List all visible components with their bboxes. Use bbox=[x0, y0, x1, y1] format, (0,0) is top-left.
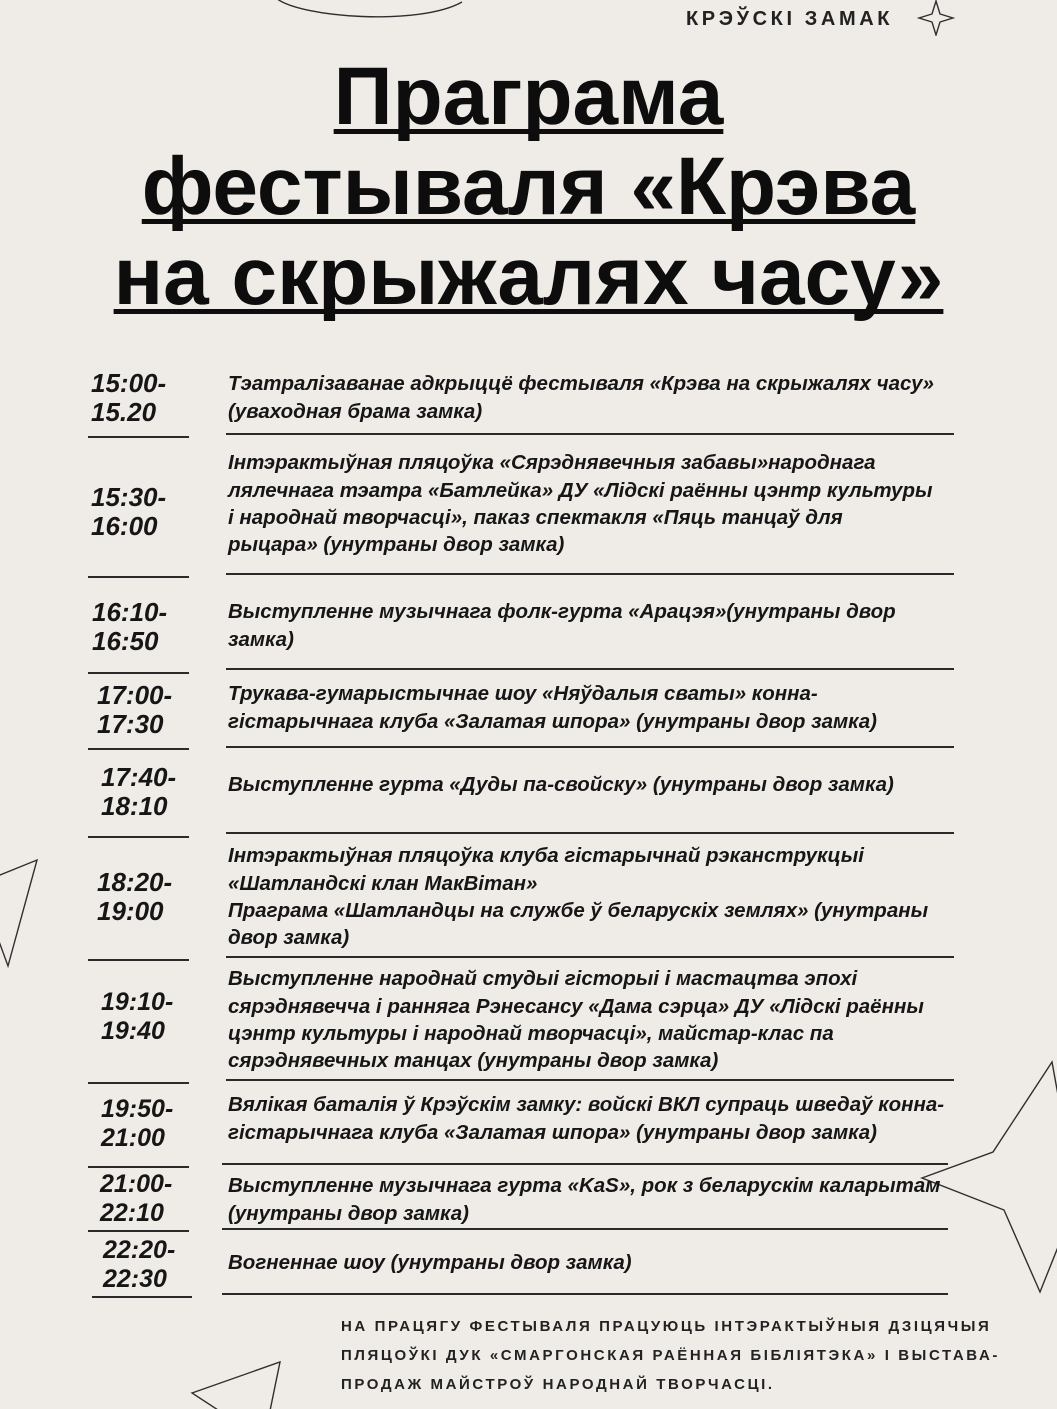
page-title bbox=[0, 52, 1057, 322]
description-divider bbox=[226, 956, 954, 958]
schedule-row bbox=[0, 963, 1057, 1084]
schedule-row bbox=[0, 1168, 1057, 1232]
time-range bbox=[101, 1095, 173, 1153]
description-line: Выступленне музычнага фолк-гурта «Арацэя»(унутраны двор bbox=[228, 600, 896, 624]
description-divider bbox=[222, 1293, 948, 1295]
description-divider bbox=[226, 1079, 954, 1081]
time-end: 21:00 bbox=[101, 1124, 165, 1152]
description-divider bbox=[226, 433, 954, 435]
description-line: Вялікая баталія ў Крэўскім замку: войскі ВКЛ супраць шведаў конна- bbox=[228, 1093, 945, 1117]
description-line: цэнтр культуры і народнай творчасці», майстар-клас па bbox=[228, 1021, 834, 1045]
title-line-3 bbox=[0, 232, 1057, 322]
time-range bbox=[97, 868, 172, 926]
description-line: Тэатралізаванае адкрыццё фестываля «Крэва на скрыжалях часу» bbox=[228, 372, 934, 396]
time-divider bbox=[88, 1230, 189, 1232]
title-line-text: фестываля «Крэва bbox=[141, 141, 916, 232]
description-divider bbox=[226, 832, 954, 834]
time-end: 16:00 bbox=[91, 511, 158, 541]
footer-line: ПРОДАЖ МАЙСТРОЎ НАРОДНАЙ ТВОРЧАСЦІ. bbox=[341, 1376, 775, 1393]
event-description bbox=[228, 370, 934, 425]
schedule-row bbox=[0, 840, 1057, 961]
time-range bbox=[101, 988, 173, 1046]
description-divider bbox=[222, 1163, 948, 1165]
time-divider bbox=[88, 836, 189, 838]
time-end: 15.20 bbox=[91, 396, 157, 427]
time-range bbox=[100, 1170, 172, 1228]
time-end: 22:30 bbox=[103, 1265, 167, 1293]
time-start: 17:40- bbox=[101, 761, 177, 792]
time-start: 15:30- bbox=[91, 482, 167, 512]
time-start: 16:10- bbox=[92, 597, 168, 627]
time-start: 19:10- bbox=[101, 988, 174, 1016]
description-line: гістарычнага клуба «Залатая шпора» (унутраны двор замка) bbox=[228, 1120, 878, 1144]
time-start: 17:00- bbox=[97, 679, 173, 710]
title-line-2 bbox=[0, 142, 1057, 232]
time-end: 19:00 bbox=[97, 895, 164, 926]
description-divider bbox=[226, 573, 954, 575]
time-divider bbox=[92, 1296, 192, 1298]
title-line-text: Праграма bbox=[333, 51, 724, 142]
time-start: 22:20- bbox=[103, 1236, 176, 1264]
title-line-text: на скрыжалях часу» bbox=[113, 231, 944, 322]
event-description bbox=[228, 842, 928, 951]
time-end: 17:30 bbox=[97, 708, 164, 739]
time-end: 19:40 bbox=[101, 1017, 165, 1045]
time-end: 18:10 bbox=[101, 790, 168, 821]
event-description bbox=[228, 1172, 940, 1227]
footer-line: ПЛЯЦОЎКІ ДУК «СМАРГОНСКАЯ РАЁННАЯ БІБЛІЯТЭКА» І ВЫСТАВА- bbox=[341, 1347, 1000, 1364]
description-line: і народнай творчасці», паказ спектакля «Пяць танцаў для bbox=[228, 505, 843, 529]
description-line: Інтэрактыўная пляцоўка клуба гістарычнай рэканструкцыі bbox=[228, 844, 864, 868]
event-description bbox=[228, 598, 896, 653]
time-start: 15:00- bbox=[91, 367, 167, 398]
description-line: «Шатландскі клан МакВітан» bbox=[228, 871, 538, 895]
description-line: Праграма «Шатландцы на службе ў беларускіх землях» (унутраны bbox=[228, 898, 929, 922]
time-start: 18:20- bbox=[97, 866, 173, 897]
time-range bbox=[91, 369, 166, 427]
description-line: замка) bbox=[228, 627, 294, 651]
time-divider bbox=[88, 748, 189, 750]
time-range bbox=[97, 681, 172, 739]
description-line: лялечнага тэатра «Батлейка» ДУ «Лідскі раённы цэнтр культуры bbox=[228, 478, 933, 502]
description-line: рыцара» (унутраны двор замка) bbox=[228, 533, 565, 557]
description-line: (унутраны двор замка) bbox=[228, 1201, 469, 1225]
description-divider bbox=[226, 746, 954, 748]
description-line: (уваходная брама замка) bbox=[228, 399, 483, 423]
decorative-triangle-bottom bbox=[192, 1362, 280, 1409]
event-description bbox=[228, 1249, 632, 1276]
description-line: сярэднявечных танцах (унутраны двор замка) bbox=[228, 1049, 719, 1073]
event-description bbox=[228, 771, 894, 798]
schedule-row bbox=[0, 1234, 1057, 1298]
description-line: Трукава-гумарыстычнае шоу «Няўдалыя сваты» конна- bbox=[228, 682, 818, 706]
time-divider bbox=[88, 1082, 189, 1084]
time-divider bbox=[88, 672, 189, 674]
schedule-row bbox=[0, 366, 1057, 438]
venue-label: КРЭЎСКІ ЗАМАК bbox=[686, 8, 894, 30]
schedule-row bbox=[0, 678, 1057, 750]
description-line: Выступленне народнай студыі гісторыі і мастацтва эпохі bbox=[228, 967, 858, 991]
footer-note bbox=[341, 1312, 1000, 1399]
description-line: гістарычнага клуба «Залатая шпора» (унутраны двор замка) bbox=[228, 709, 878, 733]
time-divider bbox=[88, 959, 189, 961]
time-range bbox=[91, 483, 166, 541]
schedule-row bbox=[0, 447, 1057, 578]
description-divider bbox=[222, 1228, 948, 1230]
description-line: двор замка) bbox=[228, 926, 350, 950]
time-end: 16:50 bbox=[92, 626, 159, 656]
description-line: сярэднявечча і ранняга Рэнесансу «Дама сэрца» ДУ «Лідскі раённы bbox=[228, 994, 924, 1018]
event-description bbox=[228, 449, 933, 558]
time-range bbox=[103, 1236, 175, 1294]
time-divider bbox=[88, 576, 189, 578]
description-line: Выступленне музычнага гурта «KaS», рок з беларускім каларытам bbox=[228, 1174, 941, 1198]
time-range bbox=[92, 598, 167, 656]
event-description bbox=[228, 965, 924, 1074]
schedule-row bbox=[0, 1089, 1057, 1168]
description-line: Выступленне гурта «Дуды па-свойску» (унутраны двор замка) bbox=[228, 773, 894, 797]
time-start: 21:00- bbox=[100, 1170, 173, 1198]
event-description bbox=[228, 1091, 944, 1146]
description-divider bbox=[226, 668, 954, 670]
footer-line: НА ПРАЦЯГУ ФЕСТЫВАЛЯ ПРАЦУЮЦЬ ІНТЭРАКТЫЎНЫЯ ДЗІЦЯЧЫЯ bbox=[341, 1318, 992, 1335]
event-description bbox=[228, 680, 877, 735]
time-start: 19:50- bbox=[101, 1095, 174, 1123]
time-range bbox=[101, 763, 176, 821]
time-divider bbox=[88, 436, 189, 438]
decorative-arc bbox=[276, 0, 462, 17]
description-line: Інтэрактыўная пляцоўка «Сярэднявечныя забавы»народнага bbox=[228, 451, 876, 475]
time-end: 22:10 bbox=[100, 1199, 164, 1227]
schedule-row bbox=[0, 596, 1057, 674]
title-line-1 bbox=[0, 52, 1057, 142]
four-point-star-icon bbox=[916, 0, 956, 36]
schedule-row bbox=[0, 760, 1057, 838]
description-line: Вогненнае шоу (унутраны двор замка) bbox=[228, 1251, 632, 1275]
